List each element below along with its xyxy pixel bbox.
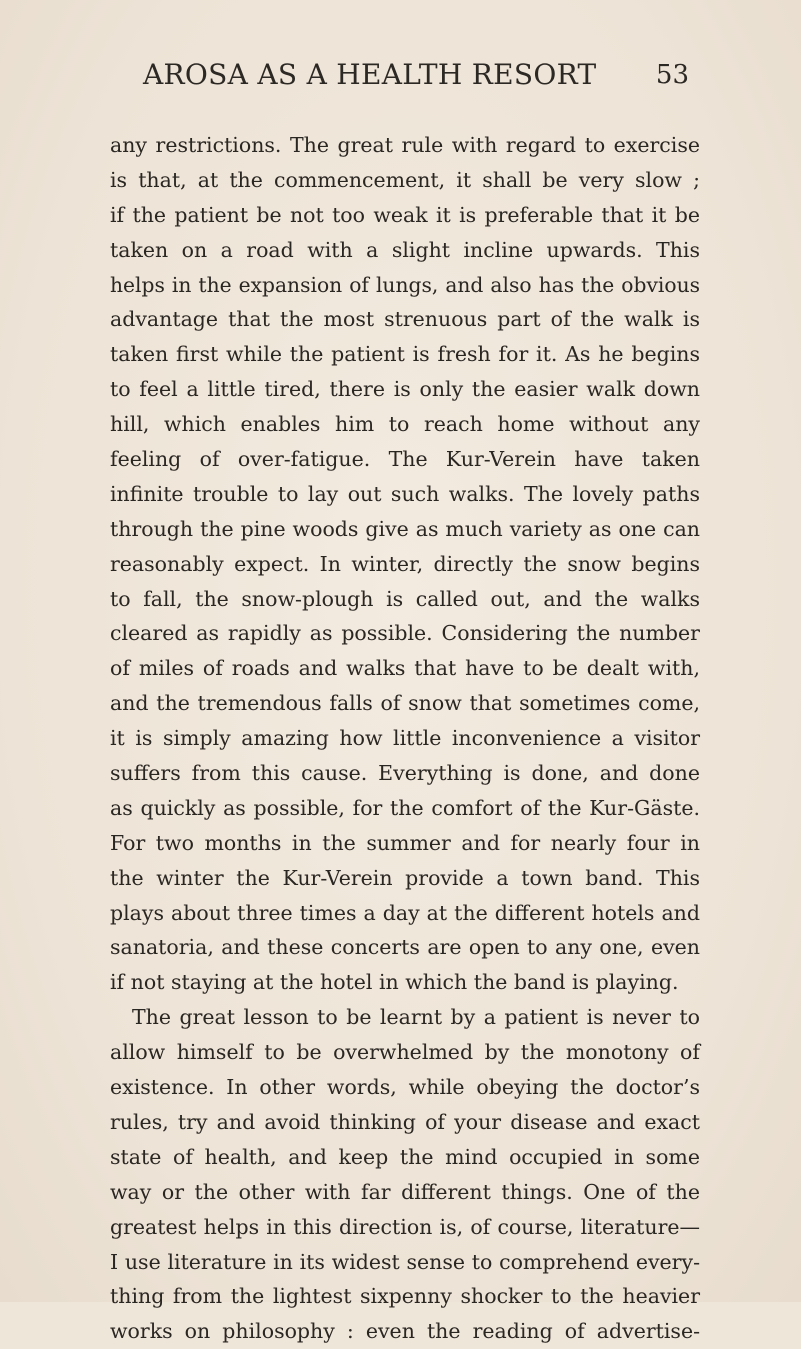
text-line: taken first while the patient is fresh for it. As he begins: [110, 342, 700, 367]
text-line: rules, try and avoid thinking of your disease and exact: [110, 1109, 700, 1134]
text-line: of miles of roads and walks that have to be dealt with,: [110, 656, 700, 681]
text-line: cleared as rapidly as possible. Considering the number: [110, 621, 700, 646]
text-line: plays about three times a day at the different hotels and: [110, 900, 700, 925]
text-line: taken on a road with a slight incline upwards. This: [110, 237, 700, 262]
text-line: any restrictions. The great rule with regard to exercise: [110, 133, 700, 157]
text-line: For two months in the summer and for nearly four in: [110, 830, 700, 855]
text-line: sanatoria, and these concerts are open to any one, even: [110, 935, 700, 960]
text-line: infinite trouble to lay out such walks. The lovely paths: [110, 481, 700, 506]
text-line: advantage that the most strenuous part of the walk is: [110, 307, 700, 332]
text-line: allow himself to be overwhelmed by the monotony of: [110, 1040, 700, 1065]
text-line: suffers from this cause. Everything is done, and done: [110, 761, 700, 786]
text-line: the winter the Kur-Verein provide a town band. This: [110, 865, 700, 890]
text-line: The great lesson to be learnt by a patient is never to: [132, 1005, 700, 1030]
text-line: helps in the expansion of lungs, and also has the obvious: [110, 272, 700, 297]
text-line: works on philosophy : even the reading of advertise-: [110, 1319, 700, 1344]
text-line: greatest helps in this direction is, of course, literature—: [110, 1214, 700, 1239]
text-line: existence. In other words, while obeying the doctor’s: [110, 1075, 700, 1100]
text-line: state of health, and keep the mind occupied in some: [110, 1144, 700, 1169]
text-line: if not staying at the hotel in which the band is playing.: [110, 970, 679, 995]
text-line: I use literature in its widest sense to comprehend every-: [110, 1249, 700, 1274]
text-line: it is simply amazing how little inconvenience a visitor: [110, 726, 700, 751]
text-line: through the pine woods give as much variety as one can: [110, 516, 700, 541]
running-title: AROSA AS A HEALTH RESORT: [143, 58, 597, 91]
text-line: thing from the lightest sixpenny shocker to the heavier: [110, 1284, 700, 1309]
text-line: way or the other with far different things. One of the: [110, 1179, 700, 1204]
text-line: if the patient be not too weak it is preferable that it be: [110, 202, 700, 227]
text-line: feeling of over-fatigue. The Kur-Verein have taken: [110, 447, 700, 472]
text-line: and the tremendous falls of snow that sometimes come,: [110, 691, 700, 716]
text-line: reasonably expect. In winter, directly the snow begins: [110, 551, 700, 576]
text-line: as quickly as possible, for the comfort of the Kur-Gäste.: [110, 795, 700, 820]
text-line: to fall, the snow-plough is called out, and the walks: [110, 586, 700, 611]
body-text: [110, 128, 700, 1349]
page-number: 53: [655, 60, 689, 90]
text-line: to feel a little tired, there is only the easier walk down: [110, 377, 700, 402]
text-line: is that, at the commencement, it shall be very slow ;: [110, 167, 700, 192]
text-line: hill, which enables him to reach home without any: [110, 412, 700, 437]
